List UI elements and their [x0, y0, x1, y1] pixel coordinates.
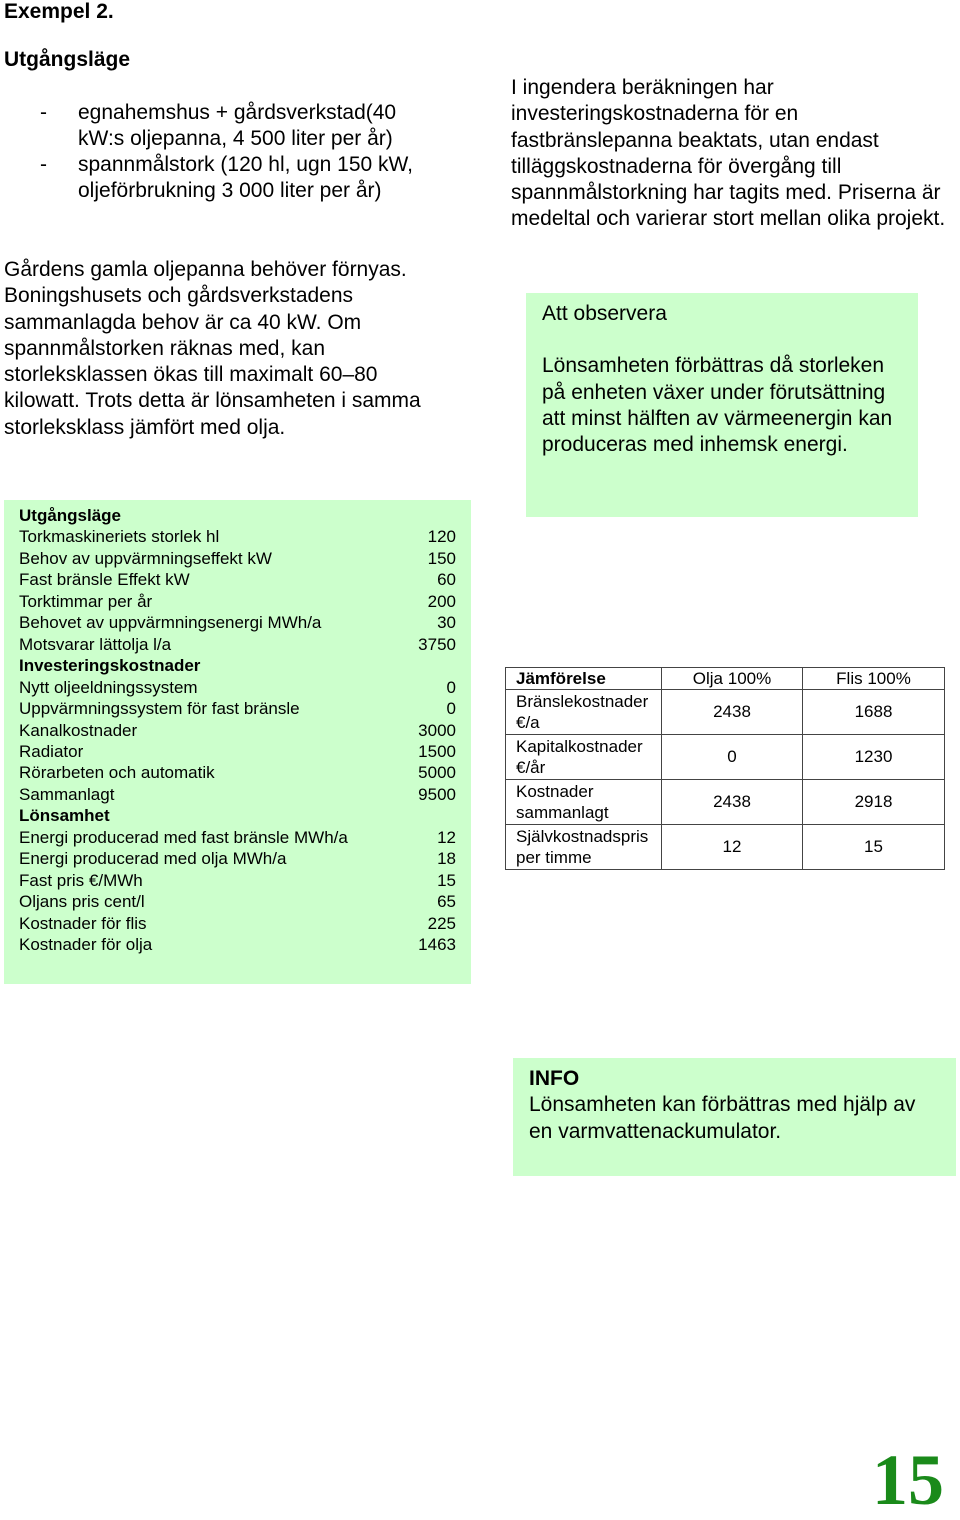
calc-row [19, 569, 456, 590]
calc-value: 65 [437, 892, 456, 912]
bullet-marker: - [40, 101, 47, 124]
bullet-text: spannmålstork (120 hl, ugn 150 kW, oljeförbrukning 3 000 liter per år) [78, 153, 414, 202]
info-title: INFO [529, 1067, 580, 1090]
calc-value: 15 [437, 870, 456, 890]
note-text: Lönsamheten förbättras då storleken på enheten växer under förutsättning att minst hälften av värmeenergin kan produceras med inhemsk energi. [542, 354, 893, 457]
calc-label: Behov av uppvärmningseffekt kW [19, 548, 272, 568]
calc-row [19, 526, 456, 547]
calc-row [19, 827, 456, 848]
table-cell: 2918 [803, 780, 945, 825]
table-header-cell: Olja 100% [662, 668, 803, 690]
table-cell: 0 [662, 735, 803, 780]
bullet-marker: - [40, 153, 47, 176]
table-header-row [506, 668, 945, 690]
bullet-item [4, 100, 438, 152]
calc-label: Nytt oljeeldningssystem [19, 677, 198, 697]
table-row [506, 780, 945, 825]
calc-label: Torkmaskineriets storlek hl [19, 527, 220, 547]
calc-value: 3000 [418, 720, 456, 740]
table-row [506, 690, 945, 735]
bullet-text: egnahemshus + gårdsverkstad(40 kW:s oljepanna, 4 500 liter per år) [78, 101, 397, 150]
table-cell: 2438 [662, 780, 803, 825]
bullet-list [4, 100, 438, 204]
calc-label: Kanalkostnader [19, 720, 138, 740]
table-cell: Självkostnadspris per timme [506, 825, 662, 870]
table-cell: 12 [662, 825, 803, 870]
calc-label: Fast bränsle Effekt kW [19, 570, 190, 590]
calc-row [19, 870, 456, 891]
calc-value: 0 [446, 677, 456, 697]
calc-value: 5000 [418, 763, 456, 783]
calc-row [19, 848, 456, 869]
calc-label: Energi producerad med fast bränsle MWh/a [19, 827, 348, 847]
calc-label: Motsvarar lättolja l/a [19, 634, 172, 654]
calc-value: 225 [427, 913, 456, 933]
calc-row [19, 891, 456, 912]
calc-value: 9500 [418, 784, 456, 804]
table-cell: Kapitalkostnader €/år [506, 735, 662, 780]
info-text: Lönsamheten kan förbättras med hjälp av en varmvattenackumulator. [529, 1093, 916, 1143]
calc-section-heading [19, 805, 456, 826]
table-header-cell: Flis 100% [803, 668, 945, 690]
calc-value: 150 [427, 548, 456, 568]
comparison-table [505, 667, 945, 870]
bullet-item [4, 152, 438, 204]
calc-label: Lönsamhet [19, 806, 110, 826]
table-cell: 15 [803, 825, 945, 870]
calc-label: Behovet av uppvärmningsenergi MWh/a [19, 613, 322, 633]
calc-label: Fast pris €/MWh [19, 870, 143, 890]
calc-section-heading [19, 655, 456, 676]
table-cell: 1688 [803, 690, 945, 735]
calc-row [19, 548, 456, 569]
calc-row [19, 698, 456, 719]
page-title: Exempel 2. [4, 0, 114, 23]
table-row [506, 735, 945, 780]
calc-value: 1500 [418, 741, 456, 761]
calculation-box [4, 500, 471, 984]
page-number: 15 [872, 1440, 944, 1520]
calc-row [19, 677, 456, 698]
table-header-cell: Jämförelse [506, 668, 662, 690]
calc-value: 1463 [418, 935, 456, 955]
note-title: Att observera [542, 302, 667, 325]
calc-value: 3750 [418, 634, 456, 654]
calc-value: 30 [437, 613, 456, 633]
calc-row [19, 591, 456, 612]
calc-section-heading [19, 505, 456, 526]
calc-value: 60 [437, 570, 456, 590]
table-cell: Kostnader sammanlagt [506, 780, 662, 825]
calc-label: Energi producerad med olja MWh/a [19, 849, 287, 869]
info-box [513, 1058, 956, 1176]
section-heading: Utgångsläge [4, 48, 131, 71]
calc-value: 12 [437, 827, 456, 847]
calc-label: Kostnader för flis [19, 913, 147, 933]
table-cell: 2438 [662, 690, 803, 735]
calc-label: Utgångsläge [19, 506, 122, 525]
calc-row [19, 934, 456, 955]
right-paragraph: I ingendera beräkningen har investeringskostnaderna för en fastbränslepanna beaktats, utan endast tilläggskostnaderna för övergång till spannmålstorkning har tagits med. Priserna är medeltal och varierar stort mellan olika projekt. [511, 76, 946, 231]
table-cell: 1230 [803, 735, 945, 780]
calc-value: 120 [427, 527, 456, 547]
calc-row [19, 913, 456, 934]
note-box [526, 293, 918, 517]
calc-label: Uppvärmningssystem för fast bränsle [19, 699, 300, 719]
calc-row [19, 720, 456, 741]
table-cell: Bränslekostnader €/a [506, 690, 662, 735]
calc-label: Torktimmar per år [19, 591, 153, 611]
calc-label: Kostnader för olja [19, 935, 153, 955]
calc-row [19, 784, 456, 805]
calc-label: Radiator [19, 741, 84, 761]
calc-label: Oljans pris cent/l [19, 892, 145, 912]
calc-label: Rörarbeten och automatik [19, 763, 215, 783]
calc-row [19, 634, 456, 655]
calc-row [19, 612, 456, 633]
calc-value: 18 [437, 849, 456, 869]
calc-label: Investeringskostnader [19, 656, 201, 676]
table-row [506, 825, 945, 870]
calc-row [19, 741, 456, 762]
calc-value: 0 [446, 699, 456, 719]
body-paragraph: Gårdens gamla oljepanna behöver förnyas. Boningshusets och gårdsverkstadens sammanlagda behov är ca 40 kW. Om spannmålstorken räknas med, kan storleksklassen ökas till maximalt 60–80 kilowatt. Trots detta är lönsamheten i samma storleksklass jämfört med olja. [4, 258, 421, 439]
calc-label: Sammanlagt [19, 784, 115, 804]
calc-row [19, 762, 456, 783]
calc-value: 200 [427, 591, 456, 611]
